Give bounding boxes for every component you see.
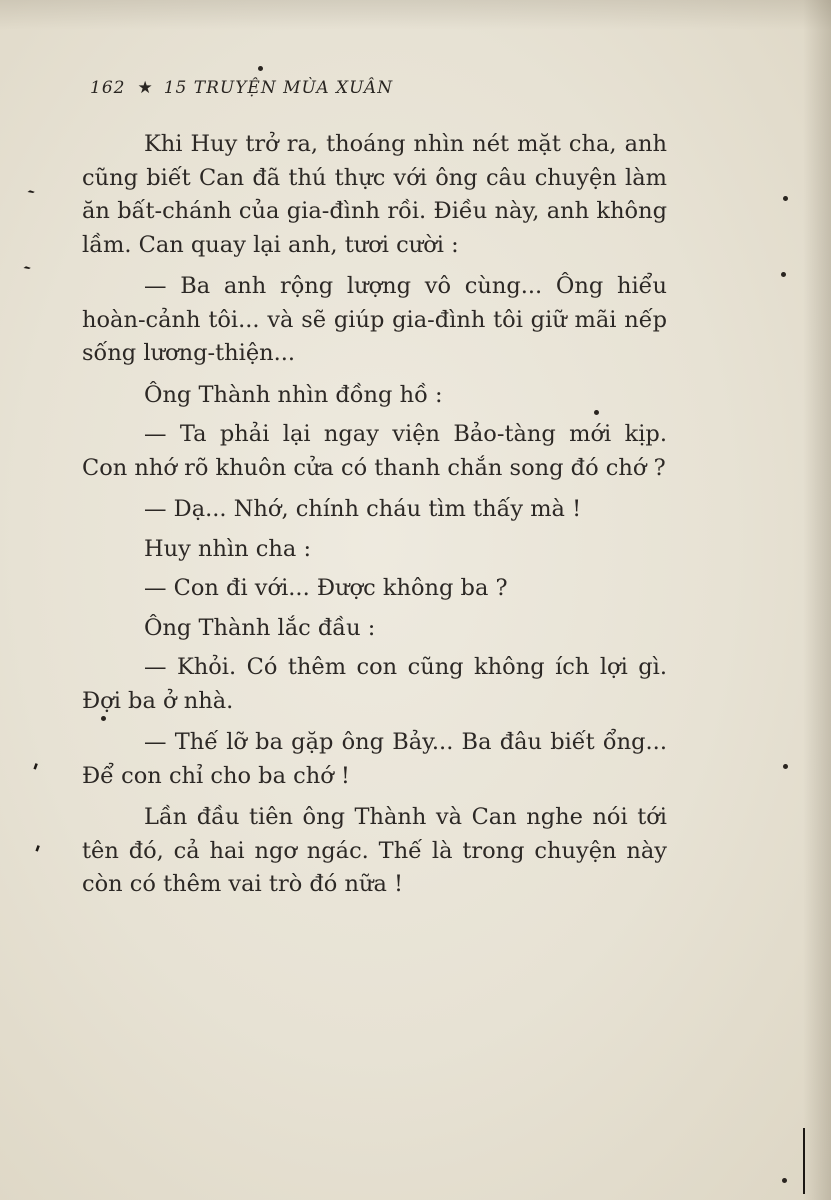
margin-dot xyxy=(781,272,786,277)
page-body-text xyxy=(82,128,667,910)
page-top-shadow xyxy=(0,0,831,30)
margin-dot xyxy=(594,410,599,415)
paragraph-10: — Thế lỡ ba gặp ông Bảy... Ba đâu biết ổng... Để con chỉ cho ba chớ ! xyxy=(82,729,667,789)
paragraph-1: Khi Huy trở ra, thoáng nhìn nét mặt cha, anh cũng biết Can đã thú thực với ông câu chuyện làm ăn bất-chánh của gia-đình rồi. Điều này, anh không lầm. Can quay lại anh, tươi cười : xyxy=(82,131,667,258)
paragraph-5: — Dạ... Nhớ, chính cháu tìm thấy mà ! xyxy=(144,496,582,522)
page-edge-line xyxy=(803,1128,805,1194)
running-header xyxy=(90,78,393,98)
margin-dot xyxy=(782,1178,787,1183)
margin-tick-mark: ` xyxy=(21,261,46,288)
paragraph-8: Ông Thành lắc đầu : xyxy=(144,614,376,641)
star-icon: ★ xyxy=(137,78,154,98)
paragraph-6: Huy nhìn cha : xyxy=(144,535,312,562)
margin-dot xyxy=(258,66,263,71)
paragraph-2: — Ba anh rộng lượng vô cùng... Ông hiểu hoàn-cảnh tôi... và sẽ giúp gia-đình tôi giữ mãi nếp sống lương-thiện... xyxy=(82,273,667,366)
paragraph-11: Lần đầu tiên ông Thành và Can nghe nói tới tên đó, cả hai ngơ ngác. Thế là trong chuyện này còn có thêm vai trò đó nữa ! xyxy=(82,804,667,897)
paragraph-3: Ông Thành nhìn đồng hồ : xyxy=(144,381,443,408)
margin-tick-mark: ` xyxy=(25,185,50,212)
margin-dot xyxy=(101,716,106,721)
page-edge-shadow xyxy=(803,0,831,1200)
book-title: 15 TRUYỆN MÙA XUÂN xyxy=(163,78,394,98)
margin-dot xyxy=(783,196,788,201)
paragraph-7: — Con đi với... Được không ba ? xyxy=(144,575,508,601)
page-number: 162 xyxy=(90,78,126,98)
paragraph-4: — Ta phải lại ngay viện Bảo-tàng mới kịp. Con nhớ rõ khuôn cửa có thanh chắn song đó chớ ? xyxy=(82,421,667,481)
margin-tick-mark: ' xyxy=(27,841,43,868)
margin-dot xyxy=(783,764,788,769)
paragraph-9: — Khỏi. Có thêm con cũng không ích lợi gì. Đợi ba ở nhà. xyxy=(82,654,667,714)
margin-tick-mark: ' xyxy=(25,759,41,786)
